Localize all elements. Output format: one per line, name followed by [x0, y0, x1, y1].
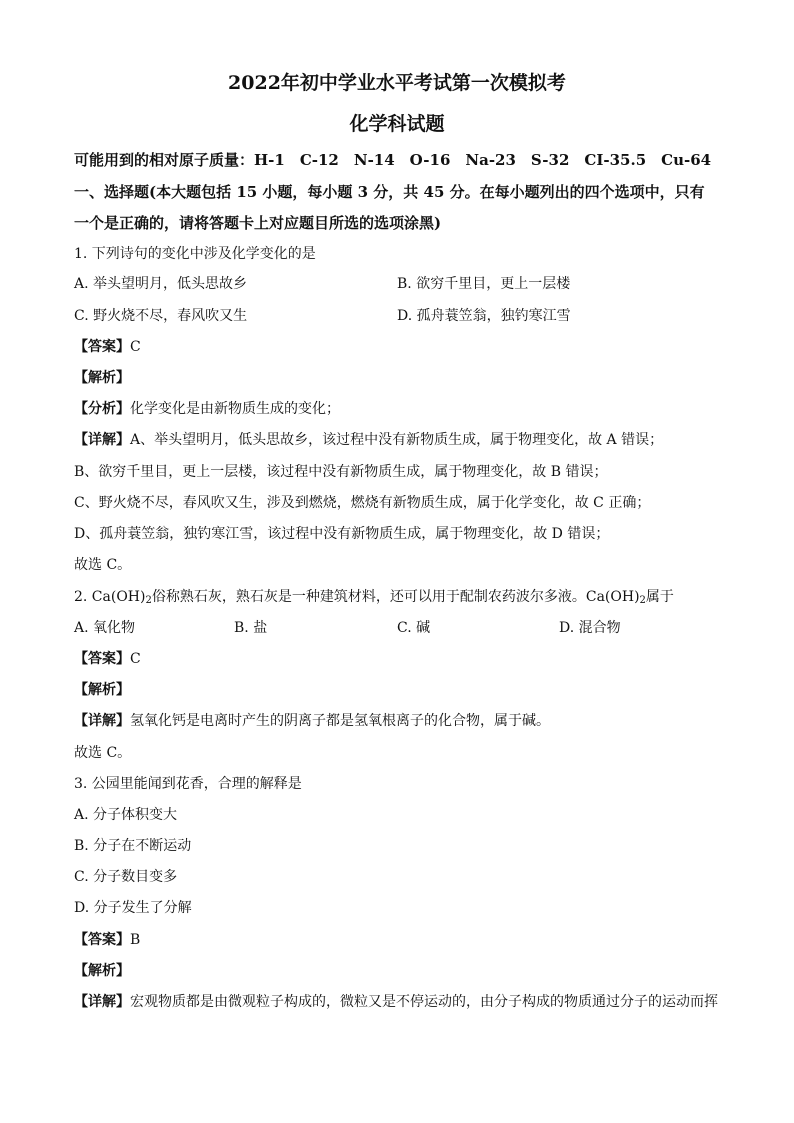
- q2-conclusion: 故选 C。: [74, 745, 132, 761]
- answer-tag: 【答案】: [74, 651, 130, 667]
- q1-answer-line: [74, 337, 141, 357]
- q2-answer: C: [130, 651, 141, 667]
- answer-tag: 【答案】: [74, 932, 130, 948]
- q2-stem-part1: 2. Ca(OH): [74, 589, 146, 605]
- q2-detail: 氢氧化钙是电离时产生的阴离子都是氢氧根离子的化合物，属于碱。: [130, 713, 550, 729]
- q2-option-a: A. 氧化物: [74, 620, 136, 636]
- q3-option-c: C. 分子数目变多: [74, 869, 178, 885]
- q1-conclusion: 故选 C。: [74, 557, 132, 573]
- q3-detail: 宏观物质都是由微观粒子构成的，微粒又是不停运动的，由分子构成的物质通过分子的运动而挥: [130, 994, 718, 1010]
- q1-detail-d: D、孤舟蓑笠翁，独钓寒江雪，该过程中没有新物质生成，属于物理变化，故 D 错误；: [74, 526, 610, 542]
- q3-detail-line: [74, 992, 718, 1012]
- q3-answer: B: [130, 932, 141, 948]
- answer-tag: 【答案】: [74, 339, 130, 355]
- fenxi-tag: 【分析】: [74, 401, 130, 417]
- q3-stem: 3. 公园里能闻到花香，合理的解释是: [74, 776, 302, 792]
- q2-detail-line: [74, 711, 550, 731]
- q2-answer-line: [74, 649, 141, 669]
- q3-analysis-tag: 【解析】: [74, 963, 130, 979]
- atomic-masses-line: 可能用到的相对原子质量：H-1 C-12 N-14 O-16 Na-23 S-32 CI-35.5 Cu-64: [74, 151, 712, 169]
- q2-analysis-tag: 【解析】: [74, 682, 130, 698]
- q2-stem-part3: 属于: [645, 589, 674, 605]
- page-title: 2022年初中学业水平考试第一次模拟考: [228, 72, 566, 94]
- q1-stem: 1. 下列诗句的变化中涉及化学变化的是: [74, 246, 316, 262]
- q2-stem: [74, 587, 674, 611]
- section-instructions-line1: 一、选择题(本大题包括 15 小题，每小题 3 分，共 45 分。在每小题列出的四个选项中，只有: [74, 183, 705, 201]
- q2-stem-part2: 俗称熟石灰，熟石灰是一种建筑材料，还可以用于配制农药波尔多液。Ca(OH): [151, 589, 640, 605]
- detail-tag: 【详解】: [74, 994, 130, 1010]
- q2-stem-subscript2: 2: [639, 595, 646, 606]
- q1-option-c: C. 野火烧不尽，春风吹又生: [74, 308, 248, 324]
- q1-fenxi-line: [74, 399, 340, 419]
- q3-option-d: D. 分子发生了分解: [74, 900, 192, 916]
- q2-option-b: B. 盐: [234, 620, 268, 636]
- section-instructions-line2: 一个是正确的，请将答题卡上对应题目所选的选项涂黑): [74, 214, 442, 232]
- q1-detail-a-line: [74, 430, 663, 450]
- q2-option-c: C. 碱: [397, 620, 431, 636]
- q1-answer: C: [130, 339, 141, 355]
- q1-detail-b: B、欲穷千里目，更上一层楼，该过程中没有新物质生成，属于物理变化，故 B 错误；: [74, 464, 608, 480]
- page-subtitle: 化学科试题: [349, 113, 445, 135]
- q1-detail-c: C、野火烧不尽，春风吹又生，涉及到燃烧，燃烧有新物质生成，属于化学变化，故 C 正确；: [74, 495, 651, 511]
- q2-stem-subscript1: 2: [145, 595, 152, 606]
- q2-option-d: D. 混合物: [559, 620, 621, 636]
- q1-fenxi: 化学变化是由新物质生成的变化；: [130, 401, 340, 417]
- q1-option-b: B. 欲穷千里目，更上一层楼: [397, 276, 571, 292]
- q1-option-a: A. 举头望明月，低头思故乡: [74, 276, 248, 292]
- q3-option-a: A. 分子体积变大: [74, 807, 178, 823]
- detail-tag: 【详解】: [74, 713, 130, 729]
- q3-option-b: B. 分子在不断运动: [74, 838, 192, 854]
- q1-detail-a: A、举头望明月，低头思故乡，该过程中没有新物质生成，属于物理变化，故 A 错误；: [130, 432, 664, 448]
- q1-analysis-tag: 【解析】: [74, 370, 130, 386]
- q3-answer-line: [74, 930, 140, 950]
- q1-option-d: D. 孤舟蓑笠翁，独钓寒江雪: [397, 308, 571, 324]
- detail-tag: 【详解】: [74, 432, 130, 448]
